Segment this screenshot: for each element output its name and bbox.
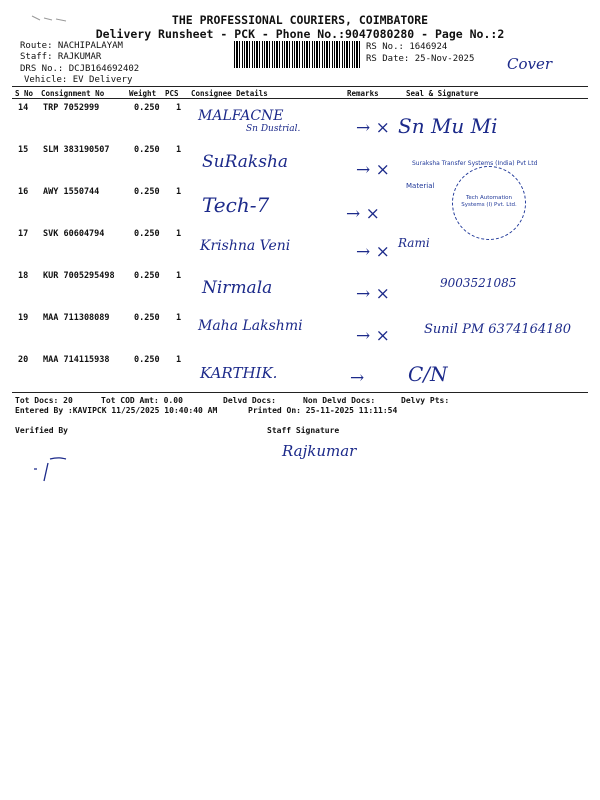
row-consignee: Maha Lakshmi [198,318,303,334]
row-weight: 0.250 [134,355,160,365]
row-consignment: MAA 711308089 [43,313,110,323]
company-name: THE PROFESSIONAL COURIERS, COIMBATORE [171,13,429,27]
col-consignee: Consignee Details [191,89,268,98]
row-consignee-line2: Sn Dustrial. [246,124,301,134]
verified-by-label: Verified By [15,426,68,435]
row-consignee: MALFACNE [198,108,284,124]
col-weight: Weight [129,89,157,98]
row-remarks: → × [356,242,390,262]
pen-mark-top-icon [30,12,70,24]
row-consignee: SuRaksha [202,152,289,172]
col-remarks: Remarks [347,89,379,98]
row-consignee: KARTHIK. [200,364,278,382]
row-signature: C/N [408,362,448,386]
row-sno: 20 [18,355,29,365]
tot-cod-amt: Tot COD Amt: 0.00 [101,396,183,405]
row-weight: 0.250 [134,313,160,323]
row-weight: 0.250 [134,145,160,155]
row-pcs: 1 [176,355,182,365]
row-signature: Rami [398,236,430,250]
row-remarks: → [350,368,365,388]
table-bottom-rule [12,392,588,393]
col-consignment: Consignment No [41,89,105,98]
row-sno: 19 [18,313,29,323]
row-sno: 17 [18,229,29,239]
tot-docs: Tot Docs: 20 [15,396,73,405]
row-sno: 15 [18,145,29,155]
row-consignee: Nirmala [202,278,273,298]
row-signature: 9003521085 [440,276,517,290]
entered-by: Entered By :KAVIPCK 11/25/2025 10:40:40 AM [15,406,218,415]
col-sno: S No [15,89,34,98]
row-consignee: Tech-7 [202,193,270,217]
row-pcs: 1 [176,187,182,197]
rs-date: RS Date: 25-Nov-2025 [366,54,475,64]
material-stamp: Material [406,182,435,190]
cover-handwritten: Cover [507,55,553,73]
non-delvd-docs: Non Delvd Docs: [303,396,376,405]
round-seal-stamp [452,166,526,240]
row-consignment: KUR 7005295498 [43,271,115,281]
row-pcs: 1 [176,145,182,155]
row-weight: 0.250 [134,187,160,197]
table-header-rule [12,98,588,99]
pen-mark-icon [28,455,68,485]
row-consignment: TRP 7052999 [43,103,100,113]
row-pcs: 1 [176,313,182,323]
col-seal-signature: Seal & Signature [406,89,479,98]
table-top-rule [12,86,588,87]
staff-label: Staff: RAJKUMAR [20,52,102,62]
row-sno: 14 [18,103,29,113]
row-weight: 0.250 [134,103,160,113]
staff-signature-label: Staff Signature [267,426,340,435]
row-sno: 16 [18,187,29,197]
row-remarks: → × [356,160,390,180]
runsheet-subtitle: Delivery Runsheet - PCK - Phone No.:9047080280 - Page No.:2 [95,27,505,41]
row-weight: 0.250 [134,229,160,239]
row-signature: Sn Mu Mi [398,114,498,138]
rs-number: RS No.: 1646924 [366,42,448,52]
delvd-docs: Delvd Docs: [223,396,276,405]
drs-label: DRS No.: DCJB164692402 [20,64,140,74]
row-pcs: 1 [176,103,182,113]
row-signature: Sunil PM 6374164180 [424,322,571,337]
round-seal-text: Tech Automation Systems (I) Pvt. Ltd. [461,195,517,208]
delvy-pts: Delvy Pts: [401,396,450,405]
route-label: Route: NACHIPALAYAM [20,41,123,51]
row-consignment: MAA 714115938 [43,355,110,365]
printed-on: Printed On: 25-11-2025 11:11:54 [248,406,398,415]
row-remarks: → × [356,326,390,346]
company-seal-text: Suraksha Transfer Systems (India) Pvt Ltd [412,160,538,167]
row-consignment: SVK 60604794 [43,229,105,239]
row-consignment: AWY 1550744 [43,187,100,197]
staff-signature-handwritten: Rajkumar [282,442,357,460]
row-remarks: → × [356,118,390,138]
col-pcs: PCS [165,89,179,98]
barcode [234,41,362,68]
row-pcs: 1 [176,229,182,239]
vehicle-label: Vehicle: EV Delivery [24,75,133,85]
row-pcs: 1 [176,271,182,281]
row-remarks: → × [346,204,380,224]
row-sno: 18 [18,271,29,281]
row-weight: 0.250 [134,271,160,281]
row-consignee: Krishna Veni [200,238,291,254]
row-consignment: SLM 383190507 [43,145,110,155]
row-remarks: → × [356,284,390,304]
